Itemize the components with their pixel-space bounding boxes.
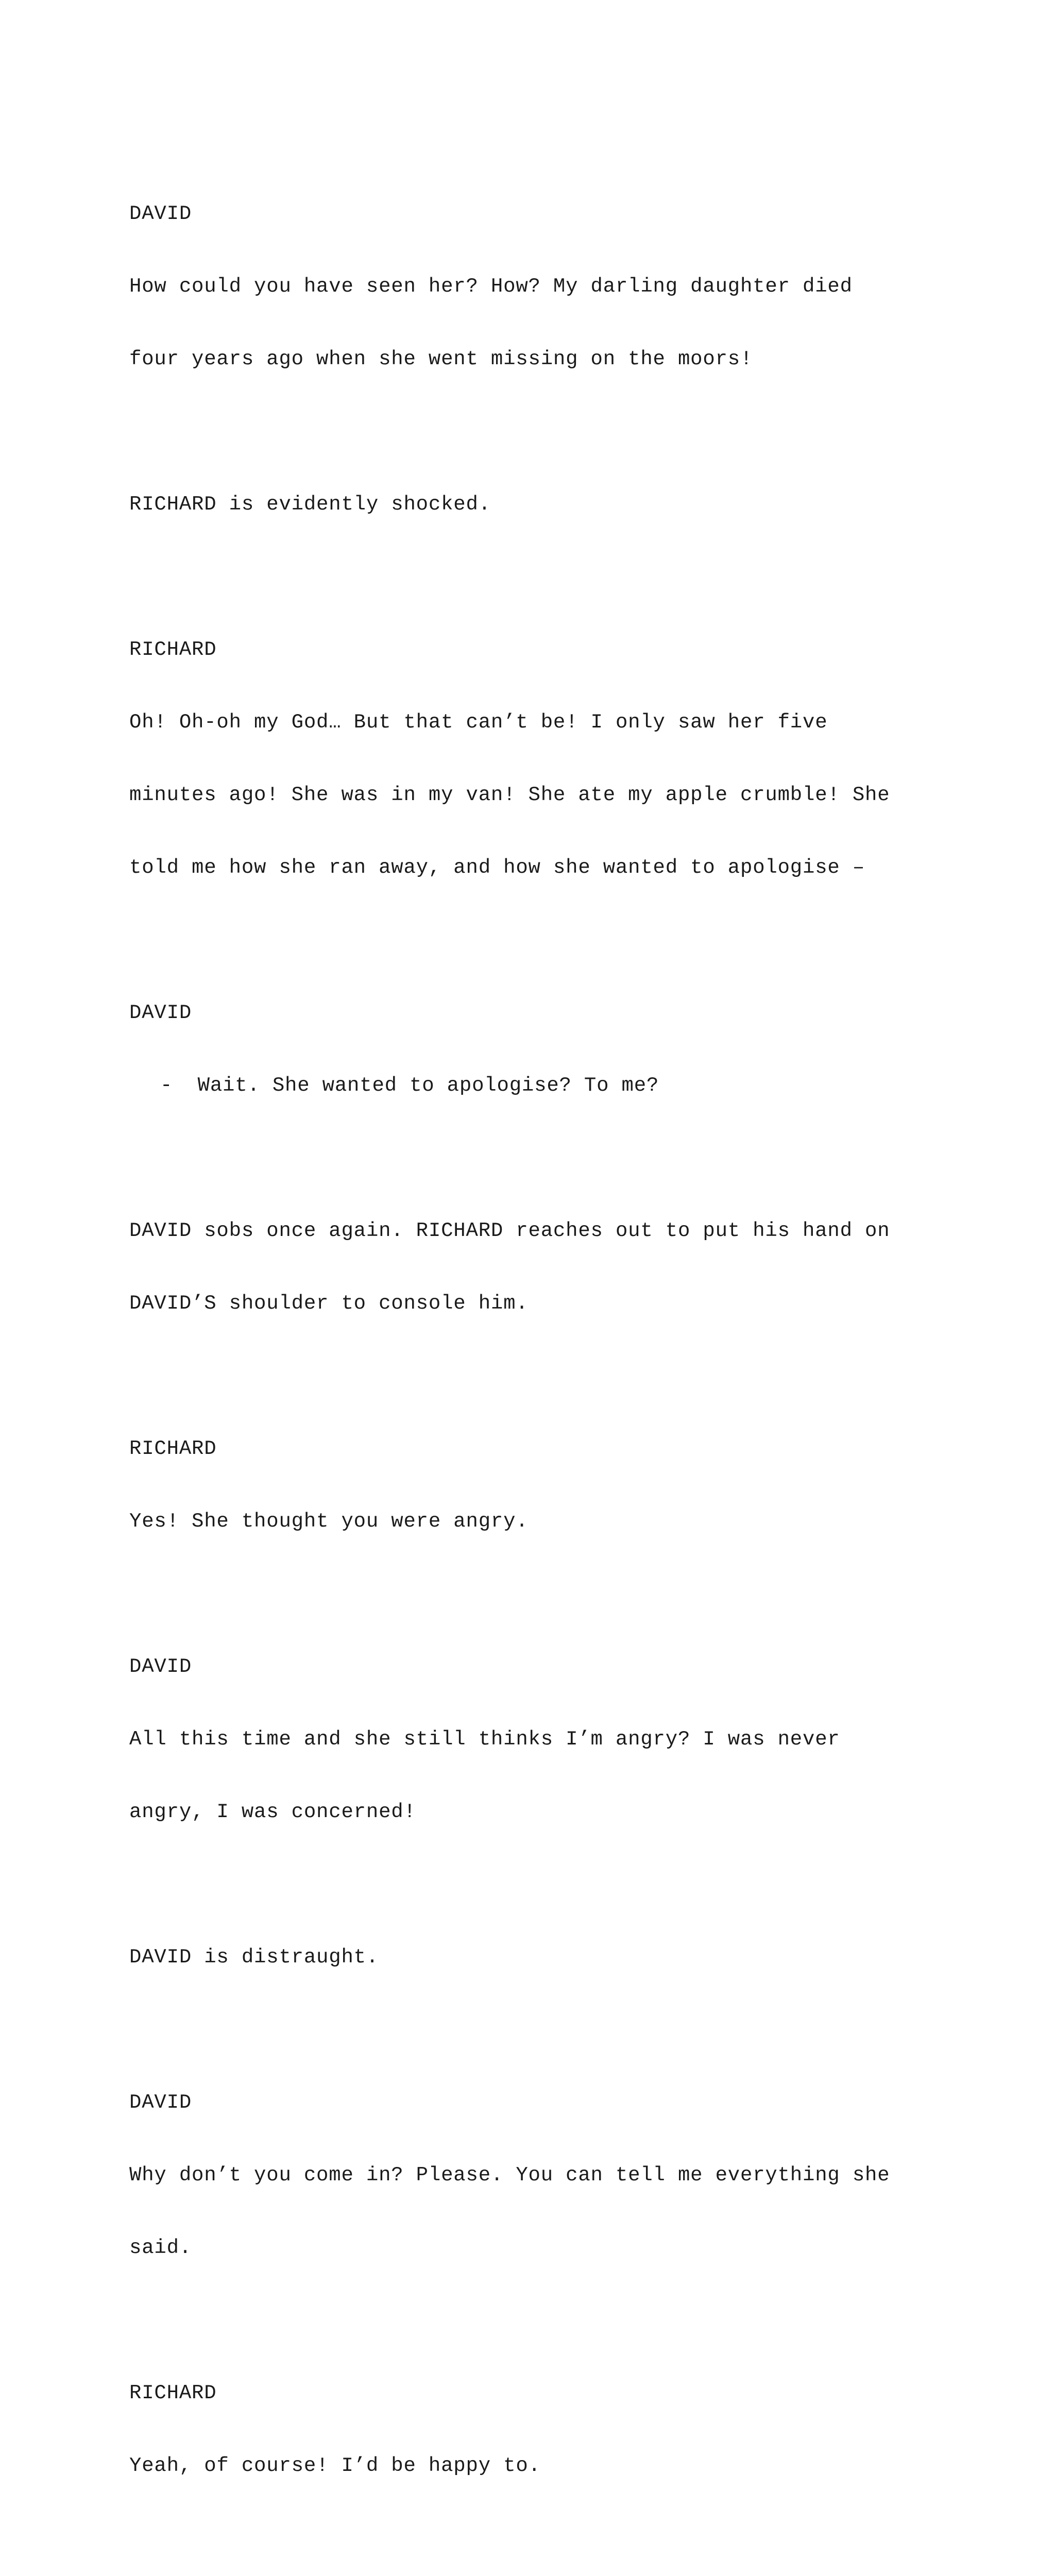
script-body xyxy=(129,154,984,2576)
action-block xyxy=(129,1171,984,1364)
dialogue-line: told me how she ran away, and how she wanted to apologise – xyxy=(129,856,865,879)
character-name: DAVID xyxy=(129,2091,192,2114)
dialogue-line: Why don’t you come in? Please. You can tell me everything she xyxy=(129,2164,890,2187)
character-name: DAVID xyxy=(129,1002,192,1024)
character-name: RICHARD xyxy=(129,638,217,661)
dialogue-block xyxy=(129,1606,984,1873)
character-name: DAVID xyxy=(129,202,192,225)
character-name: RICHARD xyxy=(129,2382,217,2404)
action-block xyxy=(129,444,984,565)
dialogue-line: Yeah, of course! I’d be happy to. xyxy=(129,2454,541,2477)
dialogue-line: How could you have seen her? How? My darling daughter died xyxy=(129,275,853,298)
action-line: DAVID sobs once again. RICHARD reaches out to put his hand on xyxy=(129,1219,890,1242)
dialogue-block xyxy=(129,589,984,928)
dialogue-line: angry, I was concerned! xyxy=(129,1801,416,1823)
dialogue-block xyxy=(129,2042,984,2309)
dialogue-line: minutes ago! She was in my van! She ate my apple crumble! She xyxy=(129,784,890,806)
action-line: RICHARD is evidently shocked. xyxy=(129,493,491,516)
dialogue-line: - Wait. She wanted to apologise? To me? xyxy=(160,1074,659,1097)
dialogue-line: four years ago when she went missing on the moors! xyxy=(129,348,753,370)
dialogue-block xyxy=(129,1388,984,1582)
dialogue-line: Oh! Oh-oh my God… But that can’t be! I only saw her five xyxy=(129,711,828,734)
dialogue-line: Yes! She thought you were angry. xyxy=(129,1510,529,1533)
action-line: DAVID is distraught. xyxy=(129,1946,379,1969)
character-name: RICHARD xyxy=(129,1437,217,1460)
action-line: DAVID’S shoulder to console him. xyxy=(129,1292,529,1315)
action-block xyxy=(129,2551,984,2576)
dialogue-line: said. xyxy=(129,2236,192,2259)
dialogue-line: All this time and she still thinks I’m angry? I was never xyxy=(129,1728,840,1751)
dialogue-block xyxy=(129,154,984,420)
action-block xyxy=(129,1897,984,2018)
dialogue-block xyxy=(129,2333,984,2527)
dialogue-block xyxy=(129,953,984,1146)
character-name: DAVID xyxy=(129,1655,192,1678)
